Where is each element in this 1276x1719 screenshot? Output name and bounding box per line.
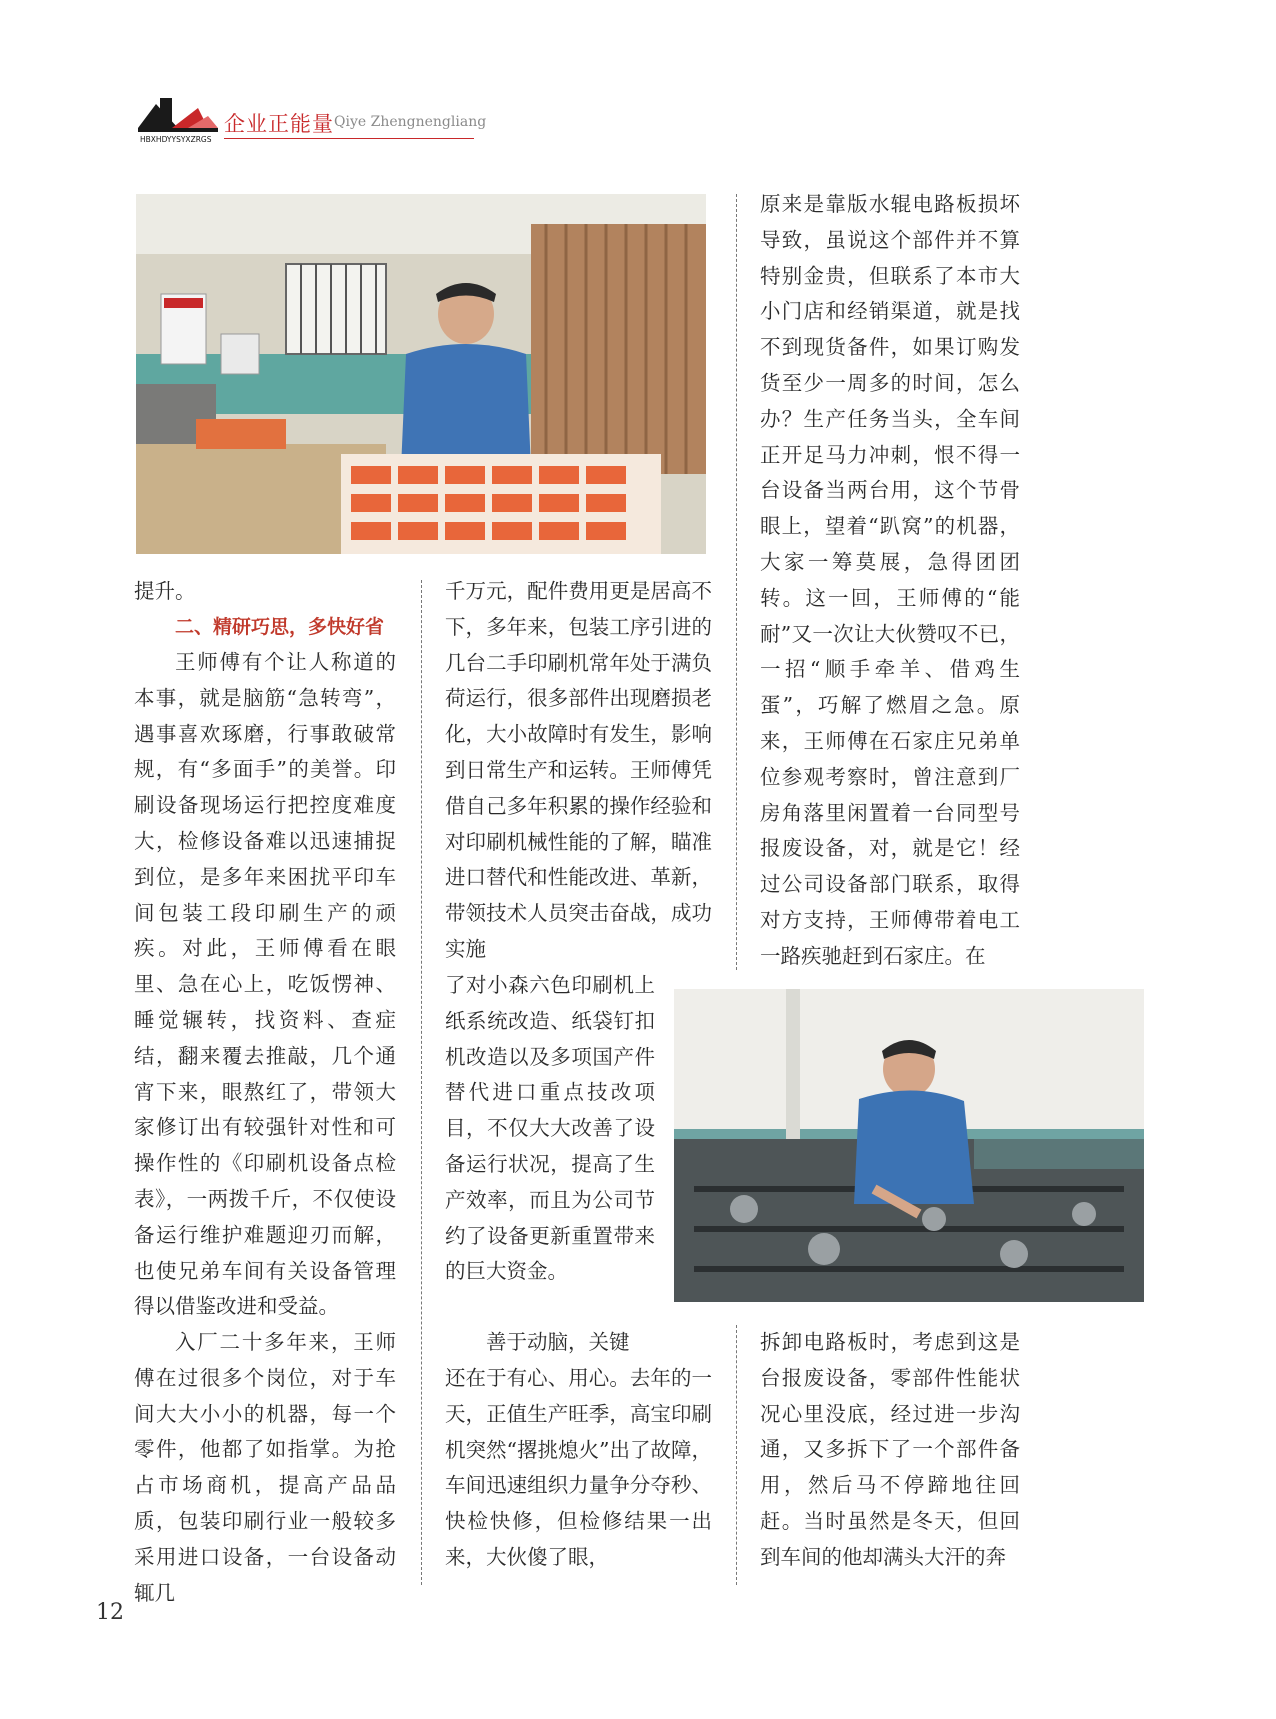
photo-man-repairing-printing-machine [674, 989, 1144, 1302]
col3-paragraph-1: 原来是靠版水辊电路板损坏导致，虽说这个部件并不算特别金贵，但联系了本市大小门店和经销渠道，就是找不到现货备件，如果订购发货至少一周多的时间，怎么办？生产任务当头，全车间正开足马力冲刺，恨不得一台设备当两台用，这个节骨眼上，望着“趴窝”的机器，大家一筹莫展，急得团团转。这一回，王师傅的“能耐”又一次让大伙赞叹不已，一招“顺手牵羊、借鸡生蛋”，巧解了燃眉之急。原来，王师傅在石家庄兄弟单位参观考察时，曾注意到厂房角落里闲置着一台同型号报废设备，对，就是它！经过公司设备部门联系，取得对方支持，王师傅带着电工一路疾驰赶到石家庄。在 [760, 192, 1020, 968]
section-heading: 二、精研巧思，多快好省 [175, 616, 385, 638]
photo-man-sorting-printed-labels [136, 194, 706, 554]
magazine-logo [138, 94, 230, 146]
column-divider-1 [421, 580, 422, 1585]
col2-paragraph-2b: 还在于有心、用心。去年的一天，正值生产旺季，高宝印刷机突然“撂挑熄火”出了故障，车间迅速组织力量争分夺秒、快检快修，但检修结果一出来，大伙傻了眼， [445, 1366, 712, 1569]
col1-paragraph-3: 入厂二十多年来，王师傅在过很多个岗位，对于车间大大小小的机器，每一个零件，他都了如指掌。为抢占市场商机，提高产品品质，包装印刷行业一般较多采用进口设备，一台设备动辄几 [134, 1330, 396, 1605]
section-title: 企业正能量 [224, 112, 334, 136]
header-underline [224, 138, 474, 139]
col1-paragraph-1: 提升。 [134, 579, 196, 603]
col3-paragraph-2: 拆卸电路板时，考虑到这是台报废设备，零部件性能状况心里没底，经过进一步沟通，又多拆下了一个部件备用，然后马不停蹄地往回赶。当时虽然是冬天，但回到车间的他却满头大汗的奔 [760, 1330, 1020, 1569]
page-number: 12 [96, 1600, 124, 1625]
col1-paragraph-2: 王师傅有个让人称道的本事，就是脑筋“急转弯”，遇事喜欢琢磨，行事敢破常规，有“多面手”的美誉。印刷设备现场运行把控度难度大，检修设备难以迅速捕捉到位，是多年来困扰平印车间包装工段印刷生产的顽疾。对此，王师傅看在眼里、急在心上，吃饭愣神、睡觉辗转，找资料、查症结，翻来覆去推敲，几个通宵下来，眼熬红了，带领大家修订出有较强针对性和可操作性的《印刷机设备点检表》，一两拨千斤，不仅使设备运行维护难题迎刃而解，也使兄弟车间有关设备管理得以借鉴改进和受益。 [134, 650, 396, 1319]
logo-text: HBXHDYYSYXZRGS [140, 135, 212, 144]
col2-paragraph-2a: 善于动脑，关键 [486, 1330, 630, 1354]
column-divider-2-bottom [736, 1325, 737, 1585]
column-divider-2-top [736, 194, 737, 970]
section-pinyin: Qiye Zhengnengliang [334, 114, 487, 130]
col2-paragraph-1-continued: 了对小森六色印刷机上纸系统改造、纸袋钉扣机改造以及多项国产件替代进口重点技改项目，不仅大大改善了设备运行状况，提高了生产效率，而且为公司节约了设备更新重置带来的巨大资金。 [445, 973, 655, 1284]
col2-paragraph-1: 千万元，配件费用更是居高不下，多年来，包装工序引进的几台二手印刷机常年处于满负荷运行，很多部件出现磨损老化，大小故障时有发生，影响到日常生产和运转。王师傅凭借自己多年积累的操作经验和对印刷机械性能的了解，瞄准进口替代和性能改进、革新，带领技术人员突击奋战，成功实施 [445, 579, 712, 961]
